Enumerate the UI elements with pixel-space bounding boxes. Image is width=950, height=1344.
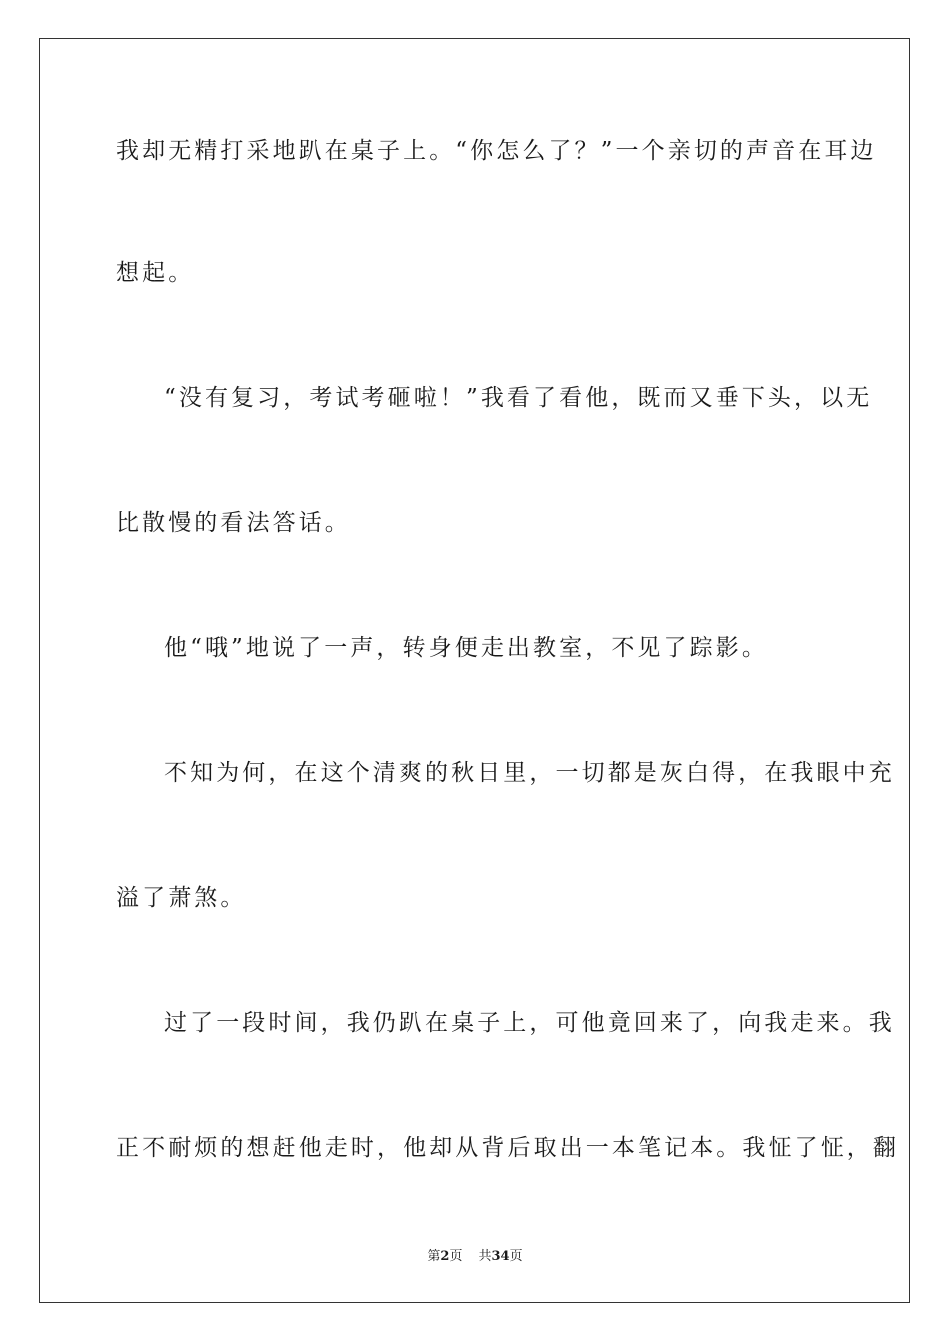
page-border: [39, 38, 910, 1303]
footer-total-pages: 34: [491, 1249, 510, 1264]
body-line-2: 想起。: [116, 260, 195, 286]
footer-total-suffix: 页: [509, 1249, 523, 1264]
footer-total-prefix: 共: [478, 1249, 492, 1264]
body-line-1: 我却无精打采地趴在桌子上。“你怎么了？”一个亲切的声音在耳边: [116, 138, 877, 164]
footer-page-number: 2: [440, 1249, 450, 1264]
footer-page-prefix: 第: [427, 1249, 441, 1264]
body-line-9: 正不耐烦的想赶他走时，他却从背后取出一本笔记本。我怔了怔，翻: [116, 1135, 899, 1161]
body-line-7: 溢了萧煞。: [116, 885, 247, 911]
body-line-6: 不知为何，在这个清爽的秋日里，一切都是灰白得，在我眼中充: [164, 760, 895, 786]
body-line-3: “没有复习，考试考砸啦！”我看了看他，既而又垂下头，以无: [164, 385, 873, 411]
footer-page-suffix: 页: [449, 1249, 463, 1264]
body-line-5: 他“哦”地说了一声，转身便走出教室，不见了踪影。: [164, 635, 768, 661]
body-line-4: 比散慢的看法答话。: [116, 510, 351, 536]
page-footer: [0, 1248, 950, 1266]
body-line-8: 过了一段时间，我仍趴在桌子上，可他竟回来了，向我走来。我: [164, 1010, 895, 1036]
